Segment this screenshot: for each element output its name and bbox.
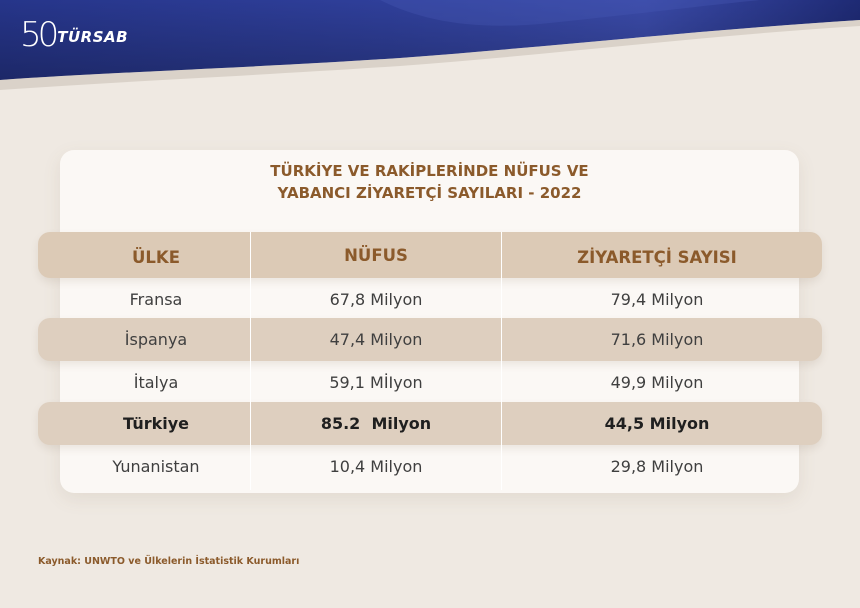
cell-country: Türkiye xyxy=(122,414,190,433)
cell-population: 47,4 Milyon xyxy=(329,330,423,349)
cell-population: 67,8 Milyon xyxy=(329,289,423,309)
cell-visitors: 79,4 Milyon xyxy=(610,289,704,309)
logo-brand: TÜRSAB xyxy=(57,28,129,46)
cell-population: 59,1 MİIyon xyxy=(329,372,423,392)
title-line-2: YABANCI ZİYARETÇİ SAYILARI - 2022 xyxy=(277,184,582,202)
header-population: NÜFUS xyxy=(344,245,408,265)
logo-number: 50 xyxy=(20,15,56,55)
cell-population: 10,4 Milyon xyxy=(329,456,423,476)
title-line-1: TÜRKİYE VE RAKİPLERİNDE NÜFUS VE xyxy=(270,162,589,180)
cell-country: İtalya xyxy=(133,372,179,392)
cell-visitors: 29,8 Milyon xyxy=(610,456,704,476)
cell-population: 85.2 Milyon xyxy=(320,414,432,433)
cell-visitors: 71,6 Milyon xyxy=(610,330,704,349)
cell-visitors: 44,5 Milyon xyxy=(604,414,710,433)
header-country: ÜLKE xyxy=(132,247,180,267)
cell-country: Fransa xyxy=(129,289,183,309)
banner-background xyxy=(0,0,860,110)
table-title xyxy=(60,160,799,204)
tursab-logo xyxy=(20,15,129,55)
cell-country: Yunanistan xyxy=(112,456,200,476)
source-note: Kaynak: UNWTO ve Ülkelerin İstatistik Kurumları xyxy=(38,556,300,567)
header-visitors: ZİYARETÇİ SAYISI xyxy=(577,247,737,267)
cell-country: İspanya xyxy=(124,330,188,349)
cell-visitors: 49,9 Milyon xyxy=(610,372,704,392)
